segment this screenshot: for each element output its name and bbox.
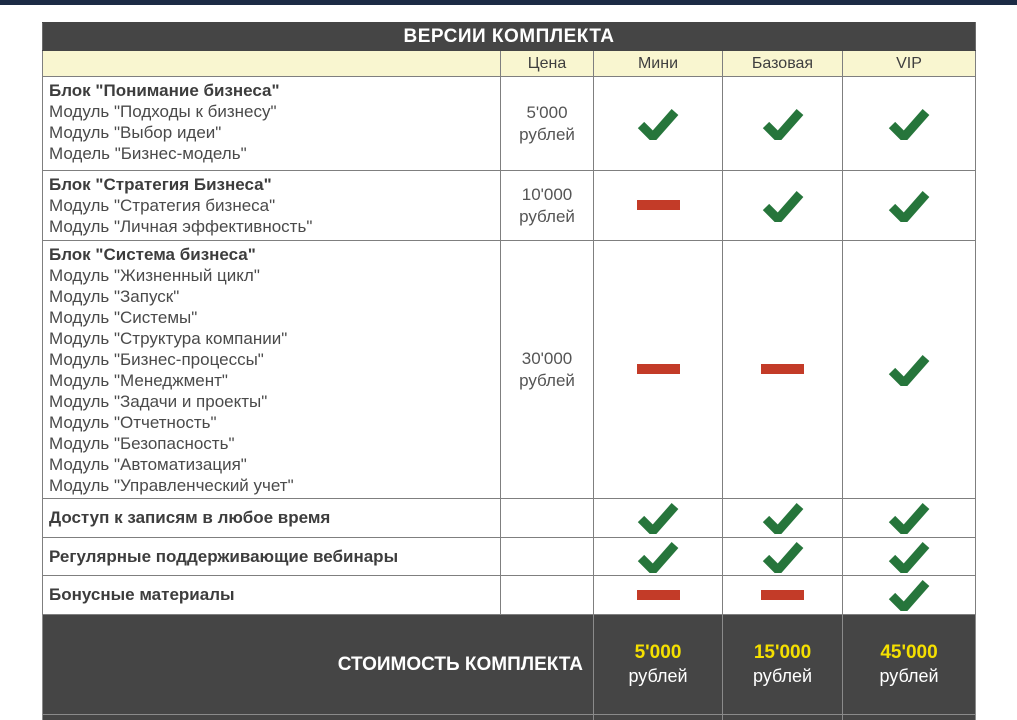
availability-cell-mini: [594, 576, 723, 615]
check-icon: [637, 502, 679, 534]
column-header-price: Цена: [501, 51, 594, 77]
check-icon: [888, 354, 930, 386]
module-line: Модуль "Стратегия бизнеса": [49, 196, 276, 215]
check-icon: [888, 502, 930, 534]
check-icon: [762, 541, 804, 573]
feature-description: [43, 77, 501, 171]
check-icon: [762, 108, 804, 140]
availability-cell-vip: [843, 538, 976, 576]
footer-price-amount: 5'000: [634, 642, 682, 663]
check-icon: [762, 190, 804, 222]
column-header-base: Базовая: [723, 51, 843, 77]
price-unit: рублей: [519, 206, 575, 226]
dash-icon: [637, 200, 680, 210]
footer-price-unit: рублей: [752, 666, 813, 686]
feature-label: Доступ к записям в любое время: [43, 499, 501, 538]
price-amount: 5'000: [526, 102, 568, 122]
module-line: Модель "Бизнес-модель": [49, 144, 247, 163]
footer-price-amount: 45'000: [880, 642, 938, 663]
cutoff-cell: [723, 715, 843, 720]
footer-price-unit: рублей: [628, 666, 688, 686]
cutoff-row: [43, 715, 976, 720]
footer-price-base: [723, 615, 843, 715]
price-cell-empty: [501, 538, 594, 576]
availability-cell-vip: [843, 171, 976, 241]
footer-price-unit: рублей: [879, 666, 939, 686]
availability-cell-base: [723, 77, 843, 171]
module-line: Модуль "Жизненный цикл": [49, 266, 260, 285]
footer-price-vip: [843, 615, 976, 715]
block-title: Блок "Система бизнеса": [49, 245, 256, 264]
price-cell: [501, 77, 594, 171]
block-title: Блок "Стратегия Бизнеса": [49, 175, 272, 194]
check-icon: [888, 190, 930, 222]
footer-total-label: СТОИМОСТЬ КОМПЛЕКТА: [43, 615, 594, 715]
feature-label: Бонусные материалы: [43, 576, 501, 615]
table-row: [43, 241, 976, 499]
column-header-empty: [43, 51, 501, 77]
module-line: Модуль "Запуск": [49, 287, 180, 306]
module-line: Модуль "Управленческий учет": [49, 476, 294, 495]
column-header-vip: VIP: [843, 51, 976, 77]
module-line: Модуль "Подходы к бизнесу": [49, 102, 277, 121]
dash-icon: [637, 364, 680, 374]
availability-cell-vip: [843, 499, 976, 538]
availability-cell-base: [723, 171, 843, 241]
footer-price-amount: 15'000: [753, 642, 812, 663]
availability-cell-mini: [594, 241, 723, 499]
cutoff-cell: [843, 715, 976, 720]
price-cell: [501, 171, 594, 241]
table-title-row: [43, 23, 976, 51]
availability-cell-base: [723, 576, 843, 615]
column-header-row: [43, 51, 976, 77]
availability-cell-mini: [594, 499, 723, 538]
feature-description: [43, 241, 501, 499]
module-line: Модуль "Автоматизация": [49, 455, 247, 474]
module-line: Модуль "Личная эффективность": [49, 217, 313, 236]
availability-cell-base: [723, 499, 843, 538]
cutoff-cell: [594, 715, 723, 720]
dash-icon: [761, 590, 804, 600]
check-icon: [637, 541, 679, 573]
price-amount: 30'000: [521, 348, 573, 368]
check-icon: [637, 108, 679, 140]
dash-icon: [761, 364, 804, 374]
availability-cell-base: [723, 538, 843, 576]
check-icon: [888, 579, 930, 611]
module-line: Модуль "Бизнес-процессы": [49, 350, 264, 369]
price-cell: [501, 241, 594, 499]
table-row: [43, 171, 976, 241]
price-unit: рублей: [519, 124, 575, 144]
module-line: Модуль "Задачи и проекты": [49, 392, 268, 411]
footer-price-mini: [594, 615, 723, 715]
availability-cell-base: [723, 241, 843, 499]
check-icon: [762, 502, 804, 534]
price-cell-empty: [501, 499, 594, 538]
column-header-mini: Мини: [594, 51, 723, 77]
availability-cell-mini: [594, 77, 723, 171]
module-line: Модуль "Структура компании": [49, 329, 288, 348]
pricing-comparison-table: [42, 22, 976, 720]
check-icon: [888, 541, 930, 573]
price-amount: 10'000: [521, 184, 573, 204]
module-line: Модуль "Отчетность": [49, 413, 217, 432]
availability-cell-vip: [843, 77, 976, 171]
module-line: Модуль "Системы": [49, 308, 198, 327]
cutoff-cell: [43, 715, 594, 720]
price-unit: рублей: [519, 370, 575, 390]
availability-cell-vip: [843, 241, 976, 499]
table-row: [43, 538, 976, 576]
feature-label: Регулярные поддерживающие вебинары: [43, 538, 501, 576]
check-icon: [888, 108, 930, 140]
table-title: ВЕРСИИ КОМПЛЕКТА: [43, 23, 976, 51]
table-row: [43, 77, 976, 171]
module-line: Модуль "Менеджмент": [49, 371, 228, 390]
availability-cell-mini: [594, 538, 723, 576]
block-title: Блок "Понимание бизнеса": [49, 81, 280, 100]
module-line: Модуль "Безопасность": [49, 434, 235, 453]
table-row: [43, 499, 976, 538]
availability-cell-mini: [594, 171, 723, 241]
footer-row: [43, 615, 976, 715]
price-cell-empty: [501, 576, 594, 615]
table-row: [43, 576, 976, 615]
module-line: Модуль "Выбор идеи": [49, 123, 222, 142]
page-top-bar: [0, 0, 1017, 5]
dash-icon: [637, 590, 680, 600]
availability-cell-vip: [843, 576, 976, 615]
feature-description: [43, 171, 501, 241]
